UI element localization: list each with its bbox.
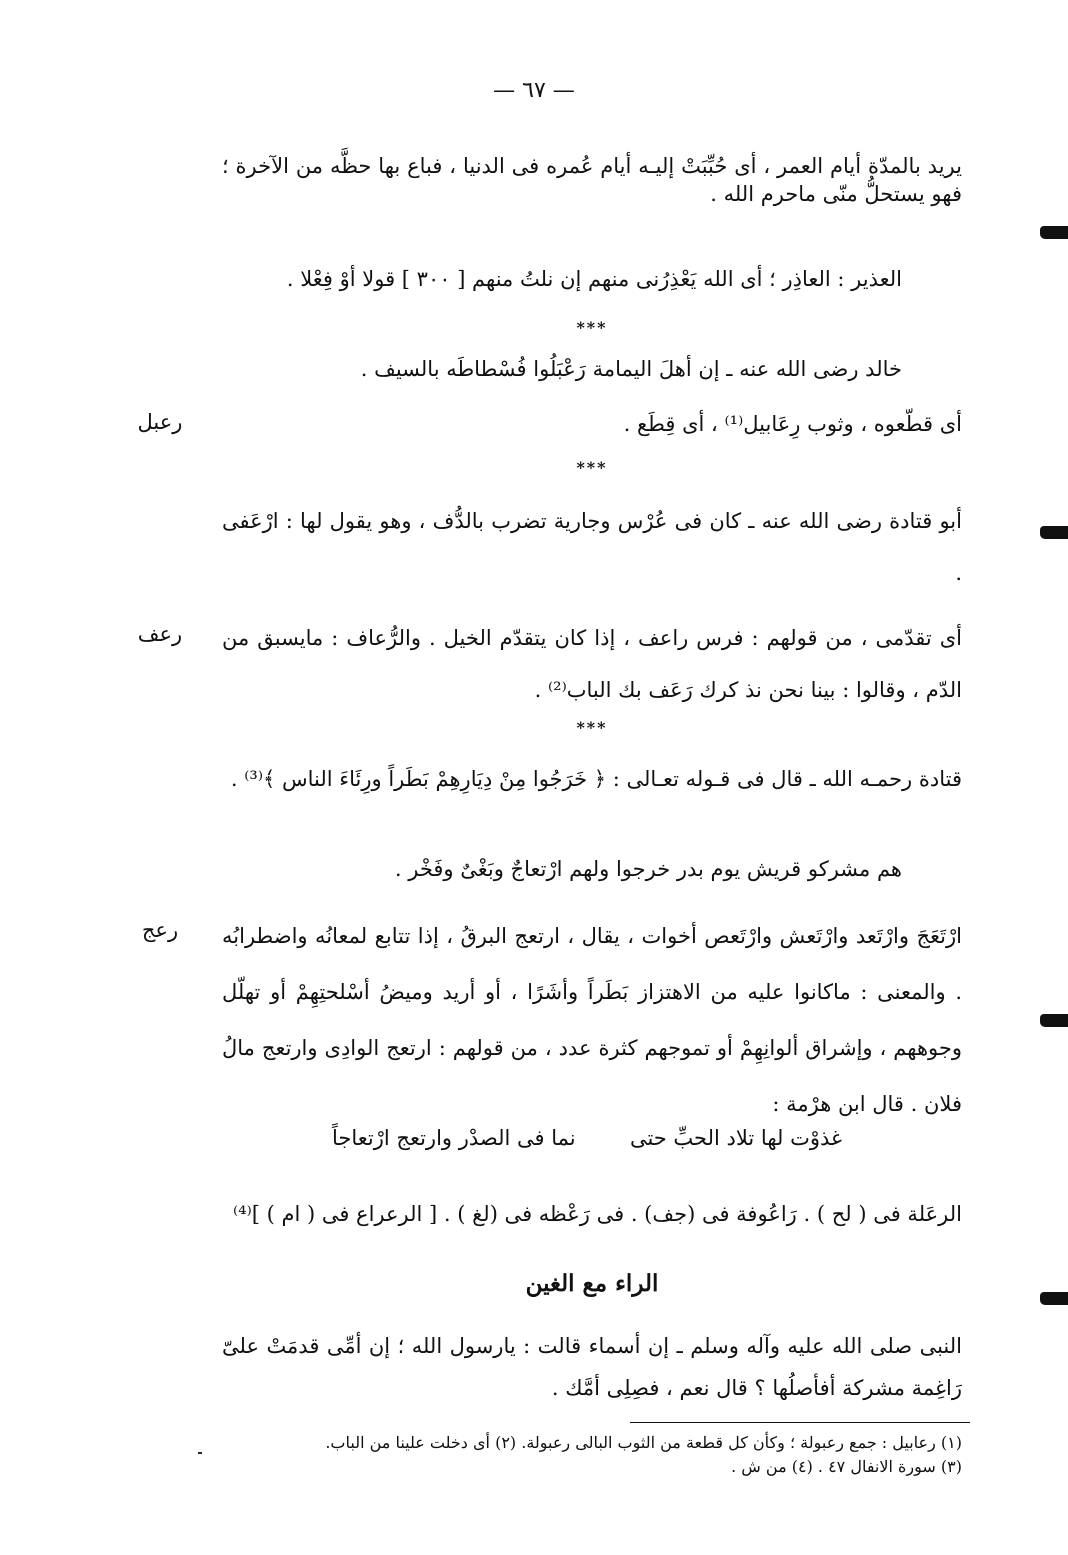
verse-hemistich-right: غذوْت لها تلاد الحبِّ حتى [629, 1126, 842, 1150]
section-heading: الراء مع الغين [525, 1270, 659, 1297]
binding-mark [1040, 226, 1068, 239]
footnote-line-2: (٣) سورة الانفال ٤٧ . (٤) من ش . [731, 1457, 962, 1476]
margin-keyword-rabal: رعبل [137, 410, 183, 434]
binding-mark [1040, 1292, 1068, 1305]
paragraph-1: يريد بالمدّة أيام العمر ، أى حُبِّبَتْ إليـه أيام عُمره فى الدنيا ، فباع بها حظَّه من الآخرة ؛ فهو يستحلُّ منّى ماحرم الله . [222, 154, 962, 206]
paragraph-4: أى قطّعوه ، وثوب رِعَابيل⁽¹⁾ ، أى قِطَع . [623, 412, 962, 436]
section-separator: *** [576, 318, 608, 337]
margin-keyword-raaj: رعج [141, 918, 179, 942]
footnote-divider [630, 1422, 970, 1423]
poetry-verse [222, 1126, 962, 1156]
paragraph-10: الرعَلة فى ( لح ) . رَاعُوفة فى (جف) . فى رَعْظه فى (لغ ) . [ الرعراع فى ( ام ) ]⁽⁴⁾ [232, 1202, 962, 1226]
binding-mark [1040, 1014, 1068, 1027]
paragraph-2: العذير : العاذِر ؛ أى الله يَعْذِرُنى منهم إن نلتُ منهم [ ٣٠٠ ] قولا أوْ فِعْلا . [286, 267, 902, 291]
paragraph-5: أبو قتادة رضى الله عنه ـ كان فى عُرْس وجارية تضرب بالدُّف ، وهو يقول لها : ارْعَفى . [222, 509, 962, 585]
ink-speck [198, 1452, 202, 1454]
verse-hemistich-left: نما فى الصدْر وارتعج ارْتعاجاً [332, 1126, 576, 1150]
paragraph-6: أى تقدّمى ، من قولهم : فرس راعف ، إذا كان يتقدّم الخيل . والرُّعاف : مايسبق من الدّم ، وقالوا : بينا نحن نذ كرك رَعَف بك الباب⁽²⁾ . [222, 626, 962, 702]
footnote-line-1: (١) رعابيل : جمع رعبولة ؛ وكأن كل قطعة من الثوب البالى رعبولة. (٢) أى دخلت علينا من الباب. [325, 1433, 962, 1452]
margin-keyword-raaf: رعف [137, 622, 183, 646]
paragraph-8: هم مشركو قريش يوم بدر خرجوا ولهم ارْتعاجٌ وبَغْىٌ وفَخْر . [394, 857, 902, 881]
paragraph-11: النبى صلى الله عليه وآله وسلم ـ إن أسماء قالت : يارسول الله ؛ إن أمِّى قدمَتْ علىّ رَاغِمة مشركة أفأصلُها ؟ قال نعم ، فصِلِى أمَّك . [222, 1334, 962, 1400]
binding-mark [1040, 526, 1068, 539]
paragraph-9: ارْتَعَجَ وارْتَعد وارْتَعش وارْتَعص أخوات ، يقال ، ارتعج البرقُ ، إذا تتابع لمعانُه واضطرابُه . والمعنى : ماكانوا عليه من الاهتزاز بَطَراً وأشَرًا ، أو أريد وميضُ أسْلحتِهِمْ أو تهلّل وجوههم ، وإشراق ألوانِهِمْ أو تموجهم كثرة عدد ، من قولهم : ارتعج الوادِى وارتعج مالُ فلان . قال ابن هرْمة : [222, 924, 962, 1116]
section-separator: *** [576, 458, 608, 477]
page-number: — ٦٧ — [493, 78, 575, 103]
paragraph-3: خالد رضى الله عنه ـ إن أهلَ اليمامة رَعْبَلُوا فُسْطاطَه بالسيف . [360, 357, 902, 381]
paragraph-7: قتادة رحمـه الله ـ قال فى قـوله تعـالى : ﴿ خَرَجُوا مِنْ دِيَارِهِمْ بَطَراً ورِئَاءَ الناس ﴾⁽³⁾ . [230, 767, 962, 791]
section-separator: *** [576, 718, 608, 737]
